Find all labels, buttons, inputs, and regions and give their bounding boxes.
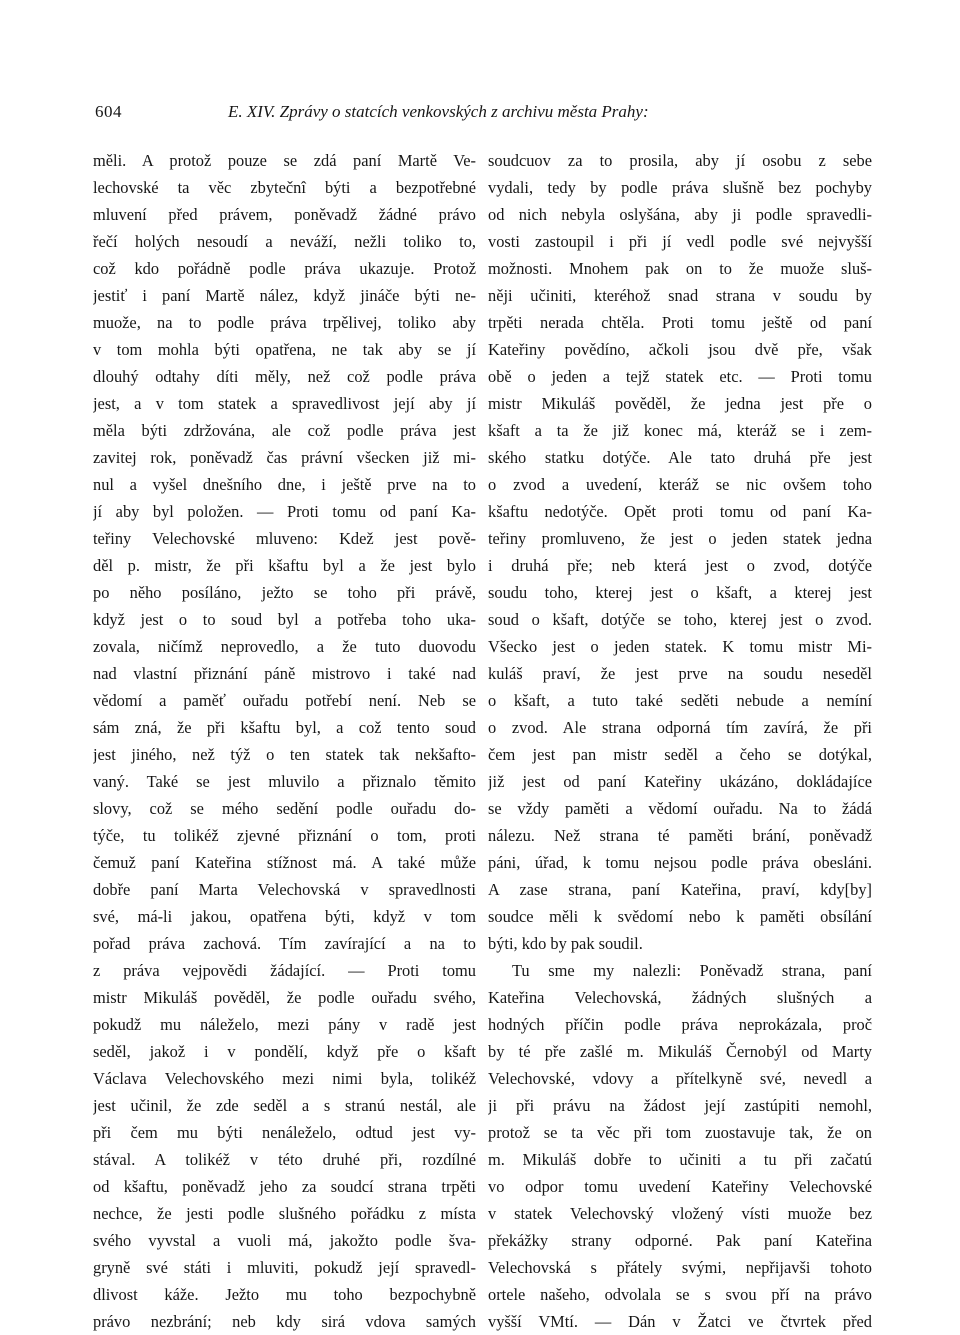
text-line: nechce, že jesti podle slušného pořádku z místa	[93, 1204, 476, 1223]
text-line: jestiť i paní Martě nález, když jináče býti ne-	[93, 286, 476, 305]
text-line: týče, tu tolikéž zjevné přiznání o tom, proti	[93, 826, 476, 845]
text-line: o zvod. Ale strana odporná tím zavírá, že při	[488, 718, 872, 737]
text-line: soud o kšaft, dotýče se toho, kterej jest o zvod.	[488, 610, 872, 629]
text-line: měli. A protož pouze se zdá paní Martě Ve-	[93, 151, 476, 170]
text-line: pokudž mu náleželo, mezi pány v radě jest	[93, 1015, 476, 1034]
text-line: od nich nebyla oslyšána, aby ji podle spravedli-	[488, 205, 872, 224]
text-line: zovala, ničímž neprovedlo, a že tuto duovodu	[93, 637, 476, 656]
text-line: Velechovská s přátely svými, nepřijavši tohoto	[488, 1258, 872, 1277]
text-line: o zvod a uvedení, kteráž se nic ovšem toho	[488, 475, 872, 494]
text-line: seděl, jakož i v pondělí, když pře o kšaft	[93, 1042, 476, 1061]
page-number: 604	[95, 102, 122, 121]
text-line: stával. A tolikéž v této druhé při, rozdílné	[93, 1150, 476, 1169]
right-column	[488, 147, 872, 1335]
text-line: kšaftu nedotýče. Opět proti tomu od paní Ka-	[488, 502, 872, 521]
text-line: což kdo pořádně podle práva ukazuje. Protož	[93, 259, 476, 278]
text-line: jest, a v tom statek a spravedlivost její aby jí	[93, 394, 476, 413]
text-line: dlouhý odtahy díti měly, než což podle práva	[93, 367, 476, 386]
text-line: ji při právu na žádost její zastúpiti nemohl,	[488, 1096, 872, 1115]
text-line: i druhá pře; neb která jest o zvod, dotýče	[488, 556, 872, 575]
text-line: pořad práva zachová. Tím zavírající a na to	[93, 934, 476, 953]
text-line: něji učiniti, kteréhož snad strana v soudu by	[488, 286, 872, 305]
text-line: Václava Velechovského mezi nimi byla, tolikéž	[93, 1069, 476, 1088]
text-line: jí aby byl položen. — Proti tomu od paní Ka-	[93, 502, 476, 521]
text-line: kšaft a ta že již konec má, kteráž se i zem-	[488, 421, 872, 440]
text-line: čemuž paní Kateřina stížnost má. A také může	[93, 853, 476, 872]
text-line: mluvení před právem, poněvadž žádné právo	[93, 205, 476, 224]
text-line: překážky strany odporné. Pak paní Kateřina	[488, 1231, 872, 1250]
text-line: vědomí a paměť ouřadu potřebí není. Neb se	[93, 691, 476, 710]
text-line: býti, kdo by pak soudil.	[488, 934, 643, 953]
text-line: Tu sme my nalezli: Poněvadž strana, paní	[512, 961, 872, 980]
text-line: páni, úřad, k tomu nejsou podle práva obesláni.	[488, 853, 872, 872]
text-line: řečí holých nesoudí a neváží, nežli toliko to,	[93, 232, 476, 251]
text-line: po něho posíláno, ježto se toho při právě,	[93, 583, 476, 602]
text-line: když jest o to soud byl a potřeba toho uka-	[93, 610, 476, 629]
running-title: E. XIV. Zprávy o statcích venkovských z archivu města Prahy:	[228, 102, 649, 121]
text-line: A zase strana, paní Kateřina, praví, kdy[by]	[488, 880, 872, 899]
text-line: gryně své státi i mluviti, pokudž její spravedl-	[93, 1258, 476, 1277]
text-line: právo nezbrání; neb kdy sirá vdova samých	[93, 1312, 476, 1331]
text-line: Všecko jest o jeden statek. K tomu mistr Mi-	[488, 637, 872, 656]
text-line: vo odpor tomu uvedení Kateřiny Velechovské	[488, 1177, 872, 1196]
text-line: od kšaftu, poněvadž jeho za soudcí strana trpěti	[93, 1177, 476, 1196]
text-line: zavitej rok, poněvadž čas právní všecken již mi-	[93, 448, 476, 467]
text-line: jest učinil, že zde seděl a s stranú nestál, ale	[93, 1096, 476, 1115]
text-line: vaný. Také se jest mluvilo a přiznalo těmito	[93, 772, 476, 791]
text-line: slovy, což se mého sedění podle ouřadu do-	[93, 799, 476, 818]
text-line: m. Mikuláš dobře to učiniti a tu při začatú	[488, 1150, 872, 1169]
text-line: ského statku dotýče. Ale tato druhá pře jest	[488, 448, 872, 467]
text-line: ortele našeho, odvolala se s svou pří na právo	[488, 1285, 872, 1304]
text-line: Kateřiny povědíno, ačkoli jsou dvě pře, však	[488, 340, 872, 359]
text-line: muože, na to podle práva trpělivej, toliko aby	[93, 313, 476, 332]
text-line: z práva vejpovědi žádající. — Proti tomu	[93, 961, 476, 980]
text-line: dlivost káže. Ježto mu toho bezpochybně	[93, 1285, 476, 1304]
text-line: by té pře zašlé m. Mikuláš Černobýl od Marty	[488, 1042, 872, 1061]
text-line: měla býti zdržována, ale což podle práva jest	[93, 421, 476, 440]
text-line: jest jiného, než týž o ten statek tak nekšafto-	[93, 745, 476, 764]
text-line: své, má-li jakou, opatřena býti, když v tom	[93, 907, 476, 926]
text-line: mistr Mikuláš pověděl, že jedna jest pře o	[488, 394, 872, 413]
left-column	[93, 147, 476, 1335]
text-line: při čem mu býti nenáleželo, odtud jest vy-	[93, 1123, 476, 1142]
text-line: vyšší VMtí. — Dán v Žatci ve čtvrtek před	[488, 1312, 872, 1331]
text-line: obě o jeden a tejž statek etc. — Proti tomu	[488, 367, 872, 386]
text-line: již jest od paní Kateřiny ukázáno, dokládajíce	[488, 772, 872, 791]
text-line: čem jest pan mistr seděl a čeho se dotýkal,	[488, 745, 872, 764]
text-line: Velechovské, vdovy a přítelkyně své, nevedl a	[488, 1069, 872, 1088]
text-line: lechovské ta věc zbytečnî býti a bezpotřebné	[93, 178, 476, 197]
text-line: teřiny Velechovské mluveno: Kdež jest pově-	[93, 529, 476, 548]
text-line: nálezu. Než strana té paměti brání, poněvadž	[488, 826, 872, 845]
text-line: soudcuov za to prosila, aby jí osobu z sebe	[488, 151, 872, 170]
text-line: v tom mohla býti opatřena, ne tak aby se jí	[93, 340, 476, 359]
text-line: protož se ta věc při tom zuostavuje tak, že on	[488, 1123, 872, 1142]
text-line: trpěti nerada chtěla. Proti tomu ještě od paní	[488, 313, 872, 332]
text-line: soudu toho, kterej jest o kšaft, a kterej jest	[488, 583, 872, 602]
text-line: se vždy paměti a vědomí ouřadu. Na to žádá	[488, 799, 872, 818]
text-line: mistr Mikuláš pověděl, že podle ouřadu svého,	[93, 988, 476, 1007]
text-line: soudce měli k svědomí nebo k paměti obsílání	[488, 907, 872, 926]
text-line: nad vlastní přiznání páně mistrovo i také nad	[93, 664, 476, 683]
text-line: v statek Velechovský vložený vísti muože bez	[488, 1204, 872, 1223]
text-line: Kateřina Velechovská, žádných slušných a	[488, 988, 872, 1007]
text-line: děl p. mistr, že při kšaftu byl a že jest bylo	[93, 556, 476, 575]
text-line: o kšaft, a tuto také seděti nebude a nemíní	[488, 691, 872, 710]
text-line: nul a vyšel dnešního dne, i ještě prve na to	[93, 475, 476, 494]
text-line: teřiny promluveno, že jest o jeden statek jedna	[488, 529, 872, 548]
text-line: možnosti. Mnohem pak on to že muože sluš-	[488, 259, 872, 278]
text-line: vydali, tedy by podle práva slušně bez pochyby	[488, 178, 872, 197]
text-line: hodných příčin podle práva neprokázala, proč	[488, 1015, 872, 1034]
text-line: vosti zastoupil i při jí vedl podle své nejvyšší	[488, 232, 872, 251]
text-line: kuláš praví, že jest prve na soudu neseděl	[488, 664, 872, 683]
text-line: svého vyvstal a vuoli má, jakožto podle šva-	[93, 1231, 476, 1250]
text-line: sám zná, že při kšaftu byl, a což tento soud	[93, 718, 476, 737]
text-line: dobře paní Marta Velechovská v spravedlnosti	[93, 880, 476, 899]
